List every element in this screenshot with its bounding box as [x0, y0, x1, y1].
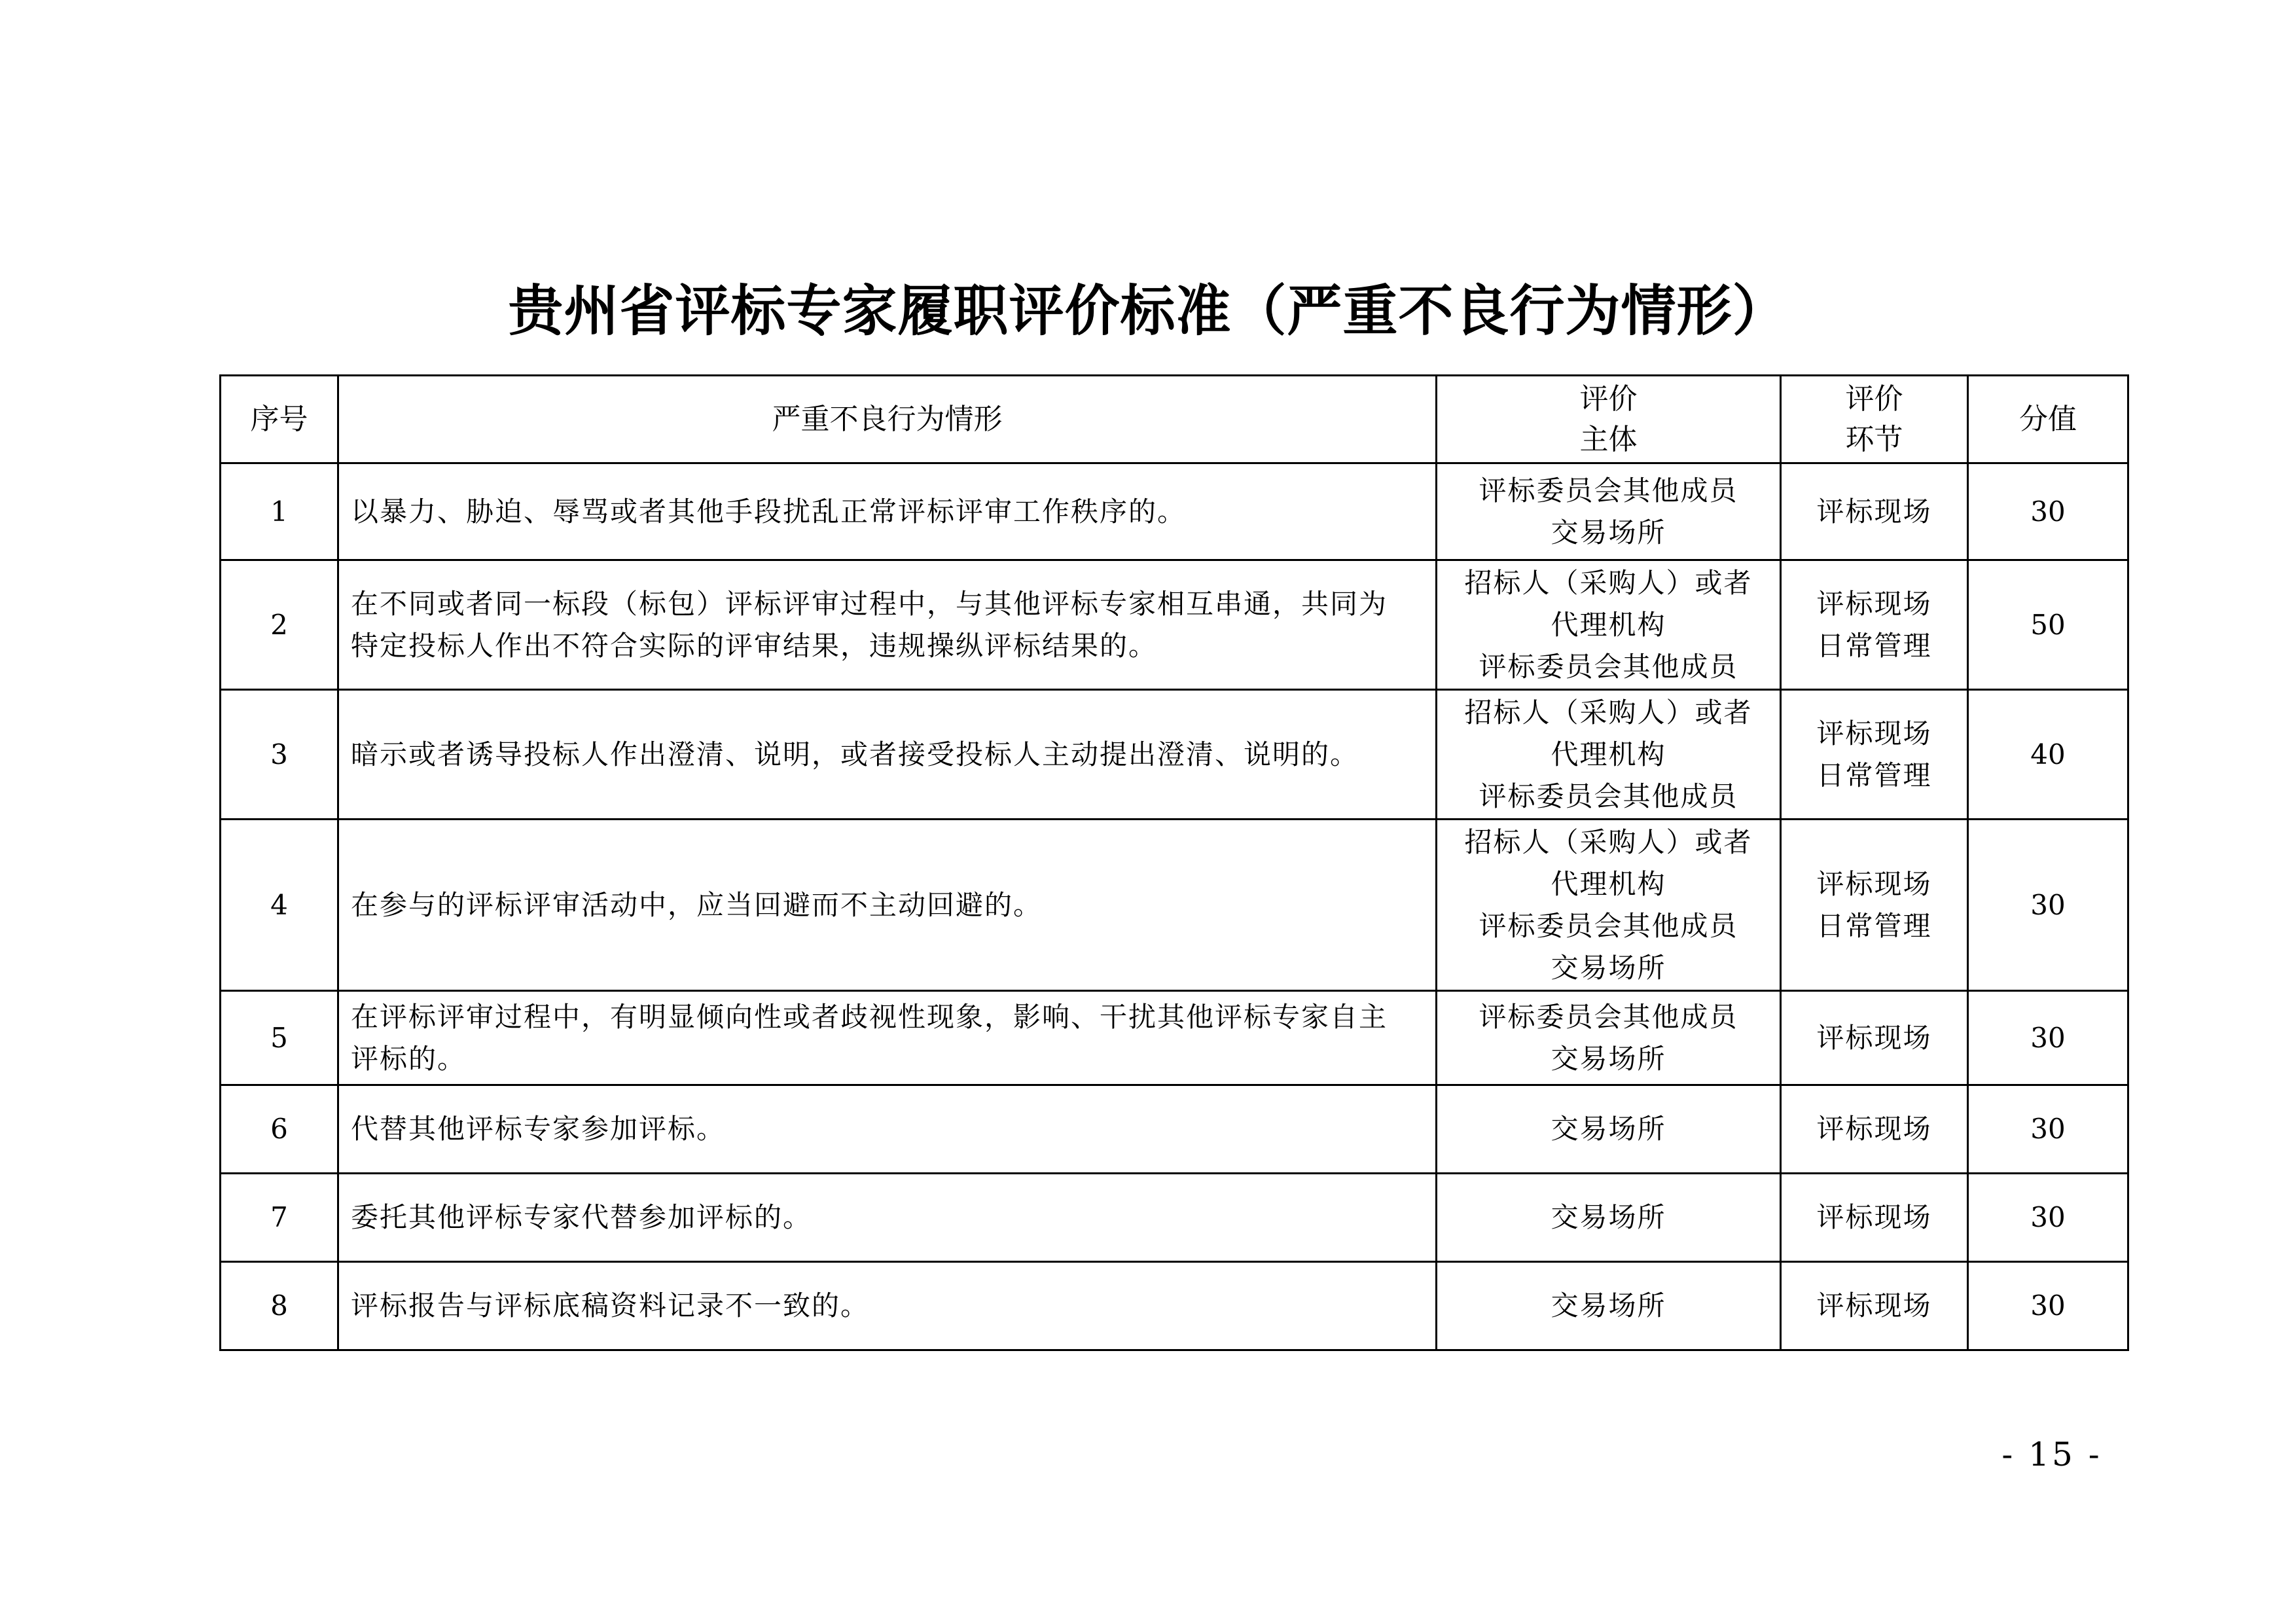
- header-stage-line: 环节: [1845, 422, 1903, 456]
- table-row: [221, 1085, 2128, 1174]
- row-number: 6: [221, 1085, 338, 1174]
- row-stage: [1781, 991, 1968, 1085]
- table-row: [221, 1174, 2128, 1262]
- row-stage: [1781, 463, 1968, 560]
- row-situation: [338, 1262, 1437, 1350]
- table-row: [221, 820, 2128, 991]
- stage-line: 评标现场: [1816, 495, 1932, 528]
- stage-line: 评标现场: [1816, 1201, 1932, 1233]
- situation-line: 评标报告与评标底稿资料记录不一致的。: [351, 1290, 870, 1322]
- situation-line: 暗示或者诱导投标人作出澄清、说明，或者接受投标人主动提出澄清、说明的。: [351, 738, 1359, 770]
- subject-line: 交易场所: [1551, 516, 1666, 549]
- header-subject-line: 评价: [1579, 382, 1638, 416]
- row-stage: [1781, 1174, 1968, 1262]
- row-stage: [1781, 690, 1968, 820]
- table-row: [221, 1262, 2128, 1350]
- situation-line: 在不同或者同一标段（标包）评标评审过程中，与其他评标专家相互串通，共同为: [351, 587, 1388, 620]
- situation-line: 在参与的评标评审活动中，应当回避而不主动回避的。: [351, 888, 1043, 921]
- stage-line: 评标现场: [1816, 1021, 1932, 1054]
- header-subject-line: 主体: [1579, 422, 1638, 456]
- row-score: 30: [1968, 1174, 2128, 1262]
- header-row: [221, 376, 2128, 463]
- subject-line: 代理机构: [1551, 738, 1666, 770]
- subject-line: 评标委员会其他成员: [1479, 650, 1738, 683]
- stage-line: 评标现场: [1816, 717, 1932, 749]
- subject-line: 招标人（采购人）或者: [1464, 696, 1753, 729]
- stage-line: 日常管理: [1816, 909, 1932, 942]
- row-score: 40: [1968, 690, 2128, 820]
- subject-line: 评标委员会其他成员: [1479, 780, 1738, 812]
- row-subject: [1437, 560, 1781, 690]
- stage-line: 评标现场: [1816, 587, 1932, 620]
- subject-line: 招标人（采购人）或者: [1464, 825, 1753, 858]
- header-score: 分值: [1968, 376, 2128, 463]
- situation-line: 代替其他评标专家参加评标。: [351, 1113, 726, 1145]
- table-header: [221, 376, 2128, 463]
- subject-line: 交易场所: [1551, 1113, 1666, 1145]
- row-situation: [338, 560, 1437, 690]
- row-number: 5: [221, 991, 338, 1085]
- stage-line: 评标现场: [1816, 1113, 1932, 1145]
- header-situation: 严重不良行为情形: [338, 376, 1437, 463]
- page-title: 贵州省评标专家履职评价标准（严重不良行为情形）: [508, 278, 1788, 343]
- situation-line: 委托其他评标专家代替参加评标的。: [351, 1201, 812, 1233]
- header-stage: [1781, 376, 1968, 463]
- subject-line: 评标委员会其他成员: [1479, 474, 1738, 507]
- row-number: 1: [221, 463, 338, 560]
- stage-line: 评标现场: [1816, 867, 1932, 900]
- row-number: 4: [221, 820, 338, 991]
- row-stage: [1781, 560, 1968, 690]
- table-row: [221, 463, 2128, 560]
- subject-line: 招标人（采购人）或者: [1464, 566, 1753, 599]
- subject-line: 评标委员会其他成员: [1479, 1000, 1738, 1033]
- row-subject: [1437, 1262, 1781, 1350]
- header-stage-line: 评价: [1845, 382, 1903, 416]
- subject-line: 交易场所: [1551, 1042, 1666, 1075]
- row-score: 30: [1968, 1085, 2128, 1174]
- row-situation: [338, 463, 1437, 560]
- row-subject: [1437, 463, 1781, 560]
- subject-line: 交易场所: [1551, 1201, 1666, 1233]
- subject-line: 交易场所: [1551, 1290, 1666, 1322]
- situation-line: 特定投标人作出不符合实际的评审结果，违规操纵评标结果的。: [351, 629, 1158, 662]
- row-score: 30: [1968, 1262, 2128, 1350]
- subject-line: 交易场所: [1551, 951, 1666, 984]
- row-situation: [338, 991, 1437, 1085]
- row-subject: [1437, 1085, 1781, 1174]
- row-situation: [338, 820, 1437, 991]
- row-number: 7: [221, 1174, 338, 1262]
- header-no: 序号: [221, 376, 338, 463]
- row-score: 30: [1968, 991, 2128, 1085]
- row-subject: [1437, 690, 1781, 820]
- row-situation: [338, 1174, 1437, 1262]
- stage-line: 日常管理: [1816, 759, 1932, 791]
- situation-line: 评标的。: [351, 1042, 467, 1075]
- row-number: 2: [221, 560, 338, 690]
- header-subject: [1437, 376, 1781, 463]
- table-row: [221, 690, 2128, 820]
- row-number: 8: [221, 1262, 338, 1350]
- situation-line: 在评标评审过程中，有明显倾向性或者歧视性现象，影响、干扰其他评标专家自主: [351, 1000, 1388, 1033]
- stage-line: 评标现场: [1816, 1290, 1932, 1322]
- row-score: 30: [1968, 463, 2128, 560]
- row-subject: [1437, 1174, 1781, 1262]
- subject-line: 评标委员会其他成员: [1479, 909, 1738, 942]
- situation-line: 以暴力、胁迫、辱骂或者其他手段扰乱正常评标评审工作秩序的。: [351, 495, 1187, 528]
- row-score: 50: [1968, 560, 2128, 690]
- row-subject: [1437, 820, 1781, 991]
- table-row: [221, 991, 2128, 1085]
- stage-line: 日常管理: [1816, 629, 1932, 662]
- criteria-table: [219, 374, 2129, 1351]
- row-number: 3: [221, 690, 338, 820]
- subject-line: 代理机构: [1551, 867, 1666, 900]
- page-number: - 15 -: [2001, 1435, 2102, 1473]
- subject-line: 代理机构: [1551, 608, 1666, 641]
- row-situation: [338, 690, 1437, 820]
- row-stage: [1781, 820, 1968, 991]
- table-row: [221, 560, 2128, 690]
- row-score: 30: [1968, 820, 2128, 991]
- row-stage: [1781, 1262, 1968, 1350]
- row-subject: [1437, 991, 1781, 1085]
- row-stage: [1781, 1085, 1968, 1174]
- row-situation: [338, 1085, 1437, 1174]
